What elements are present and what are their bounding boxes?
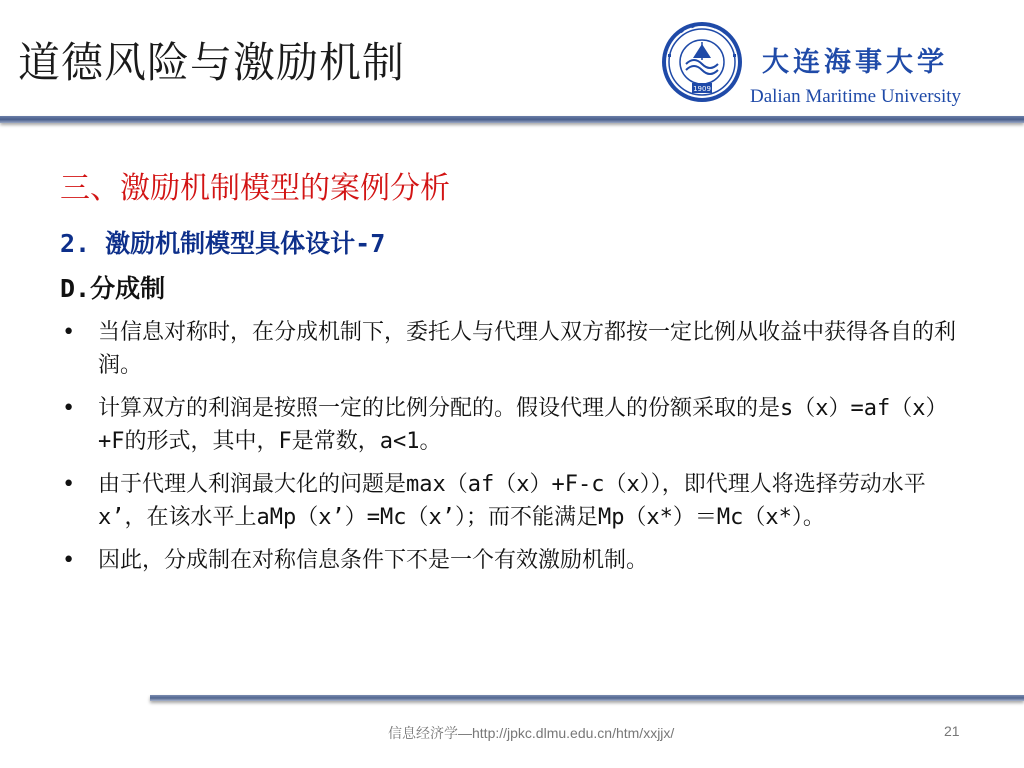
bullet-item [60,544,960,577]
header-divider [0,116,1024,123]
bullet-text: 当信息对称时，在分成机制下，委托人与代理人双方都按一定比例从收益中获得各自的利润。 [98,320,957,378]
slide-title: 道德风险与激励机制 [18,38,406,87]
university-seal-icon [660,20,744,104]
bullet-text: 因此，分成制在对称信息条件下不是一个有效激励机制。 [98,548,649,573]
university-name-cn: 大连海事大学 [762,47,948,78]
footer-divider [150,695,1024,701]
footer-text: 信息经济学—http://jpkc.dlmu.edu.cn/htm/xxjjx/ [388,725,675,741]
bullet-item [60,316,960,382]
subheading: 2. 激励机制模型具体设计-7 [60,229,386,258]
item-heading: D.分成制 [60,274,166,303]
bullet-icon: • [62,548,76,573]
bullet-text: 计算双方的利润是按照一定的比例分配的。假设代理人的份额采取的是s（x）=af（x）+F的形式，其中，F是常数，a<1。 [98,396,948,454]
bullet-list [60,316,960,587]
bullet-icon: • [62,320,76,345]
bullet-icon: • [62,396,76,421]
university-name-en: Dalian Maritime University [750,86,962,107]
bullet-text: 由于代理人利润最大化的问题是max（af（x）+F-c（x）），即代理人将选择劳动水平x’，在该水平上aMp（x’）=Mc（x’）；而不能满足Mp（x*）＝Mc（x*）。 [98,472,926,530]
logo-year: 1909 [693,85,711,93]
bullet-item [60,392,960,458]
bullet-icon: • [62,472,76,497]
section-heading: 三、激励机制模型的案例分析 [60,171,450,206]
bullet-item [60,468,960,534]
page-number: 21 [944,723,960,739]
